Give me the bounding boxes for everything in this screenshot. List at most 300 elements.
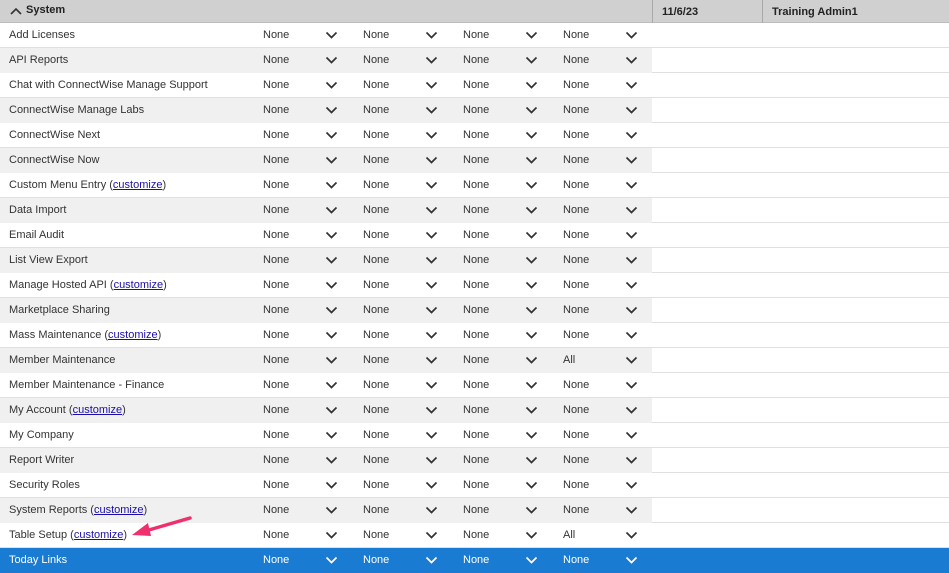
permission-value: None (563, 554, 590, 566)
chevron-down-icon (525, 380, 538, 390)
permission-select[interactable] (563, 248, 655, 273)
chevron-down-icon (425, 480, 438, 490)
permission-select[interactable] (263, 73, 355, 98)
permission-value: None (563, 504, 590, 516)
chevron-down-icon (525, 530, 538, 540)
permission-value: None (363, 329, 390, 341)
permission-value: None (263, 129, 290, 141)
permission-value: None (463, 29, 490, 41)
permission-select[interactable] (363, 523, 455, 548)
chevron-down-icon (325, 30, 338, 40)
row-label-suffix: ) (157, 329, 162, 341)
permission-select[interactable] (463, 323, 555, 348)
permission-select[interactable] (563, 173, 655, 198)
permission-select[interactable] (463, 398, 555, 423)
row-label (9, 323, 161, 348)
chevron-up-icon[interactable] (9, 5, 23, 17)
permission-select[interactable] (563, 198, 655, 223)
chevron-down-icon (425, 80, 438, 90)
permission-value: None (563, 29, 590, 41)
permission-value: None (263, 404, 290, 416)
permission-value: None (263, 279, 290, 291)
row-label (9, 23, 75, 48)
customize-link[interactable]: customize (113, 279, 164, 291)
chevron-down-icon (625, 80, 638, 90)
chevron-down-icon (625, 330, 638, 340)
permission-value: None (463, 254, 490, 266)
table-row[interactable] (0, 173, 949, 198)
permission-select[interactable] (563, 423, 655, 448)
chevron-down-icon (625, 105, 638, 115)
chevron-down-icon (325, 130, 338, 140)
permission-select[interactable] (363, 173, 455, 198)
table-row[interactable] (0, 98, 949, 123)
permission-value: None (563, 329, 590, 341)
row-label-text: Manage Hosted API ( (9, 279, 114, 291)
chevron-down-icon (625, 280, 638, 290)
chevron-down-icon (525, 230, 538, 240)
customize-link[interactable]: customize (72, 404, 123, 416)
chevron-down-icon (625, 55, 638, 65)
permission-select[interactable] (463, 223, 555, 248)
chevron-down-icon (525, 480, 538, 490)
table-row[interactable] (0, 148, 949, 173)
chevron-down-icon (425, 380, 438, 390)
permission-select[interactable] (263, 173, 355, 198)
chevron-down-icon (625, 480, 638, 490)
chevron-down-icon (325, 480, 338, 490)
chevron-down-icon (425, 155, 438, 165)
permission-select[interactable] (363, 498, 455, 523)
row-label (9, 148, 99, 173)
table-row[interactable] (0, 348, 949, 373)
permission-value: None (463, 479, 490, 491)
chevron-down-icon (525, 180, 538, 190)
permission-select[interactable] (363, 48, 455, 73)
permission-select[interactable] (463, 448, 555, 473)
permission-select[interactable] (263, 373, 355, 398)
permission-value: None (263, 504, 290, 516)
permission-value: None (363, 304, 390, 316)
table-row[interactable] (0, 473, 949, 498)
chevron-down-icon (425, 255, 438, 265)
permission-value: None (263, 479, 290, 491)
chevron-down-icon (325, 430, 338, 440)
permission-select[interactable] (463, 523, 555, 548)
permission-select[interactable] (563, 548, 655, 573)
customize-link[interactable]: customize (73, 529, 124, 541)
permission-select[interactable] (263, 98, 355, 123)
chevron-down-icon (525, 555, 538, 565)
row-label-text: Custom Menu Entry ( (9, 179, 113, 191)
permission-select[interactable] (263, 348, 355, 373)
chevron-down-icon (425, 130, 438, 140)
permission-value: None (263, 454, 290, 466)
permission-value: None (263, 379, 290, 391)
permission-select[interactable] (363, 423, 455, 448)
permission-value: None (263, 29, 290, 41)
permission-select[interactable] (463, 198, 555, 223)
chevron-down-icon (425, 455, 438, 465)
chevron-down-icon (525, 455, 538, 465)
permission-select[interactable] (263, 123, 355, 148)
customize-link[interactable]: customize (93, 504, 144, 516)
permission-select[interactable] (363, 548, 455, 573)
permission-value: None (363, 154, 390, 166)
permission-select[interactable] (263, 473, 355, 498)
permission-select[interactable] (463, 348, 555, 373)
permission-value: None (263, 54, 290, 66)
permission-select[interactable] (363, 373, 455, 398)
permission-select[interactable] (463, 248, 555, 273)
permission-value: None (463, 104, 490, 116)
row-label-text: Today Links (9, 554, 68, 566)
row-label-suffix: ) (143, 504, 148, 516)
chevron-down-icon (525, 405, 538, 415)
permission-value: None (263, 304, 290, 316)
row-label-text: Data Import (9, 204, 67, 216)
customize-link[interactable]: customize (108, 329, 158, 341)
chevron-down-icon (425, 555, 438, 565)
security-table (0, 23, 949, 573)
row-label-text: My Company (9, 429, 74, 441)
permission-select[interactable] (263, 448, 355, 473)
permission-select[interactable] (463, 548, 555, 573)
row-label (9, 98, 144, 123)
permission-value: None (363, 404, 390, 416)
chevron-down-icon (625, 530, 638, 540)
chevron-down-icon (525, 105, 538, 115)
row-label (9, 473, 80, 498)
chevron-down-icon (425, 55, 438, 65)
permission-value: None (363, 129, 390, 141)
section-title: System (26, 4, 66, 16)
chevron-down-icon (625, 255, 638, 265)
permission-select[interactable] (263, 48, 355, 73)
table-row[interactable] (0, 23, 949, 48)
permission-value: None (363, 454, 390, 466)
permission-value: None (463, 354, 490, 366)
chevron-down-icon (525, 55, 538, 65)
permission-select[interactable] (463, 148, 555, 173)
chevron-down-icon (325, 280, 338, 290)
chevron-down-icon (325, 155, 338, 165)
permission-select[interactable] (463, 298, 555, 323)
chevron-down-icon (425, 180, 438, 190)
row-label (9, 123, 100, 148)
permission-select[interactable] (363, 298, 455, 323)
permission-value: None (263, 329, 290, 341)
permission-value: None (563, 154, 590, 166)
permission-select[interactable] (263, 273, 355, 298)
permission-value: None (363, 104, 390, 116)
permission-select[interactable] (363, 348, 455, 373)
permission-value: None (463, 454, 490, 466)
header-user: Training Admin1 (762, 0, 949, 23)
chevron-down-icon (325, 380, 338, 390)
customize-link[interactable]: customize (112, 179, 163, 191)
table-row[interactable] (0, 273, 949, 298)
chevron-down-icon (525, 305, 538, 315)
permission-value: None (263, 229, 290, 241)
row-label (9, 373, 164, 398)
permission-value: None (563, 229, 590, 241)
permission-value: None (563, 429, 590, 441)
permission-select[interactable] (263, 548, 355, 573)
chevron-down-icon (325, 330, 338, 340)
permission-select[interactable] (563, 473, 655, 498)
permission-select[interactable] (563, 123, 655, 148)
chevron-down-icon (525, 255, 538, 265)
permission-value: None (463, 179, 490, 191)
chevron-down-icon (425, 230, 438, 240)
row-label-text: System Reports ( (9, 504, 94, 516)
row-label-text: ConnectWise Next (9, 129, 101, 141)
permission-value: None (563, 379, 590, 391)
chevron-down-icon (625, 555, 638, 565)
permission-value: None (563, 454, 590, 466)
permission-value: None (363, 479, 390, 491)
chevron-down-icon (325, 555, 338, 565)
permission-value: None (463, 279, 490, 291)
table-row[interactable] (0, 398, 949, 423)
chevron-down-icon (525, 430, 538, 440)
chevron-down-icon (425, 505, 438, 515)
permission-select[interactable] (563, 23, 655, 48)
chevron-down-icon (525, 355, 538, 365)
permission-select[interactable] (263, 148, 355, 173)
row-label (9, 298, 110, 323)
row-label (9, 173, 166, 198)
permission-select[interactable] (263, 298, 355, 323)
permission-value: None (363, 54, 390, 66)
row-label (9, 48, 68, 73)
permission-select[interactable] (563, 223, 655, 248)
permission-value: None (363, 529, 390, 541)
permission-value: None (563, 54, 590, 66)
permission-value: None (363, 254, 390, 266)
row-label (9, 248, 88, 273)
permission-select[interactable] (463, 473, 555, 498)
permission-select[interactable] (463, 98, 555, 123)
permission-select[interactable] (563, 73, 655, 98)
permission-value: None (463, 229, 490, 241)
chevron-down-icon (325, 205, 338, 215)
permission-select[interactable] (363, 248, 455, 273)
permission-select[interactable] (363, 98, 455, 123)
permission-select[interactable] (563, 448, 655, 473)
permission-value: None (263, 204, 290, 216)
permission-value: None (263, 354, 290, 366)
chevron-down-icon (625, 230, 638, 240)
permission-select[interactable] (463, 423, 555, 448)
chevron-down-icon (425, 330, 438, 340)
permission-select[interactable] (263, 323, 355, 348)
row-label-suffix: ) (162, 179, 167, 191)
table-row[interactable] (0, 223, 949, 248)
table-row[interactable] (0, 323, 949, 348)
chevron-down-icon (425, 30, 438, 40)
permission-select[interactable] (263, 23, 355, 48)
permission-select[interactable] (463, 23, 555, 48)
chevron-down-icon (325, 305, 338, 315)
row-label-text: Add Licenses (9, 29, 76, 41)
row-label (9, 423, 74, 448)
permission-select[interactable] (463, 123, 555, 148)
permission-select[interactable] (263, 223, 355, 248)
chevron-down-icon (625, 155, 638, 165)
permission-select[interactable] (363, 123, 455, 148)
chevron-down-icon (325, 355, 338, 365)
row-label-text: Security Roles (9, 479, 80, 491)
row-label (9, 448, 74, 473)
permission-select[interactable] (263, 423, 355, 448)
chevron-down-icon (525, 80, 538, 90)
permission-select[interactable] (363, 448, 455, 473)
permission-select[interactable] (563, 373, 655, 398)
table-row[interactable] (0, 423, 949, 448)
row-label-text: ConnectWise Now (9, 154, 100, 166)
permission-select[interactable] (363, 223, 455, 248)
permission-select[interactable] (563, 498, 655, 523)
permission-select[interactable] (463, 498, 555, 523)
row-label (9, 548, 67, 573)
permission-select[interactable] (363, 473, 455, 498)
permission-value: None (463, 54, 490, 66)
permission-select[interactable] (563, 48, 655, 73)
permission-value: None (563, 479, 590, 491)
permission-value: None (263, 79, 290, 91)
permission-select[interactable] (263, 248, 355, 273)
chevron-down-icon (425, 430, 438, 440)
permission-select[interactable] (363, 323, 455, 348)
permission-select[interactable] (363, 273, 455, 298)
row-label-text: API Reports (9, 54, 69, 66)
chevron-down-icon (425, 305, 438, 315)
chevron-down-icon (325, 180, 338, 190)
permission-value: None (563, 279, 590, 291)
row-label-suffix: ) (123, 529, 128, 541)
permission-value: None (463, 129, 490, 141)
chevron-down-icon (625, 455, 638, 465)
permission-select[interactable] (463, 73, 555, 98)
chevron-down-icon (525, 330, 538, 340)
table-row[interactable] (0, 448, 949, 473)
permission-select[interactable] (263, 198, 355, 223)
permission-value: None (363, 79, 390, 91)
permission-select[interactable] (363, 398, 455, 423)
permission-value: None (263, 254, 290, 266)
permission-select[interactable] (363, 198, 455, 223)
permission-select[interactable] (563, 273, 655, 298)
permission-select[interactable] (463, 273, 555, 298)
chevron-down-icon (325, 55, 338, 65)
chevron-down-icon (325, 80, 338, 90)
permission-select[interactable] (563, 98, 655, 123)
permission-value: None (463, 304, 490, 316)
permission-select[interactable] (363, 73, 455, 98)
table-row[interactable] (0, 298, 949, 323)
chevron-down-icon (325, 230, 338, 240)
permission-value: None (363, 554, 390, 566)
permission-value: None (263, 554, 290, 566)
permission-value: None (263, 154, 290, 166)
permission-value: None (563, 304, 590, 316)
permission-value: None (563, 254, 590, 266)
row-label (9, 223, 64, 248)
table-row[interactable] (0, 373, 949, 398)
row-label-text: Report Writer (9, 454, 75, 466)
chevron-down-icon (625, 380, 638, 390)
permission-select[interactable] (263, 523, 355, 548)
chevron-down-icon (625, 180, 638, 190)
chevron-down-icon (525, 505, 538, 515)
permission-select[interactable] (563, 398, 655, 423)
permission-value: None (363, 504, 390, 516)
permission-select[interactable] (363, 23, 455, 48)
row-label (9, 523, 127, 548)
table-row[interactable] (0, 548, 949, 573)
chevron-down-icon (625, 130, 638, 140)
chevron-down-icon (425, 530, 438, 540)
chevron-down-icon (325, 505, 338, 515)
permission-select[interactable] (563, 348, 655, 373)
chevron-down-icon (425, 280, 438, 290)
permission-value: None (363, 354, 390, 366)
permission-value: None (463, 204, 490, 216)
permission-value: None (263, 104, 290, 116)
permission-select[interactable] (563, 148, 655, 173)
permission-select[interactable] (563, 323, 655, 348)
permission-value: All (563, 529, 576, 541)
permission-select[interactable] (463, 373, 555, 398)
table-row[interactable] (0, 73, 949, 98)
permission-value: None (363, 229, 390, 241)
row-label (9, 73, 208, 98)
row-label (9, 498, 147, 523)
row-label-text: Marketplace Sharing (9, 304, 110, 316)
permission-value: None (463, 429, 490, 441)
permission-select[interactable] (463, 48, 555, 73)
permission-value: None (563, 404, 590, 416)
row-label-text: Table Setup ( (9, 529, 74, 541)
permission-value: None (363, 204, 390, 216)
table-row[interactable] (0, 48, 949, 73)
permission-select[interactable] (463, 173, 555, 198)
table-row[interactable] (0, 198, 949, 223)
chevron-down-icon (525, 280, 538, 290)
row-label (9, 273, 167, 298)
permission-value: None (563, 179, 590, 191)
table-row[interactable] (0, 248, 949, 273)
permission-value: None (363, 279, 390, 291)
permission-select[interactable] (263, 398, 355, 423)
chevron-down-icon (525, 155, 538, 165)
permission-select[interactable] (563, 523, 655, 548)
row-label-text: Mass Maintenance ( (9, 329, 109, 341)
chevron-down-icon (425, 405, 438, 415)
permission-value: None (363, 379, 390, 391)
chevron-down-icon (525, 205, 538, 215)
permission-value: None (463, 79, 490, 91)
table-row[interactable] (0, 123, 949, 148)
chevron-down-icon (525, 30, 538, 40)
permission-select[interactable] (363, 148, 455, 173)
permission-select[interactable] (263, 498, 355, 523)
annotation-arrow-icon (128, 512, 198, 542)
chevron-down-icon (425, 105, 438, 115)
permission-select[interactable] (563, 298, 655, 323)
